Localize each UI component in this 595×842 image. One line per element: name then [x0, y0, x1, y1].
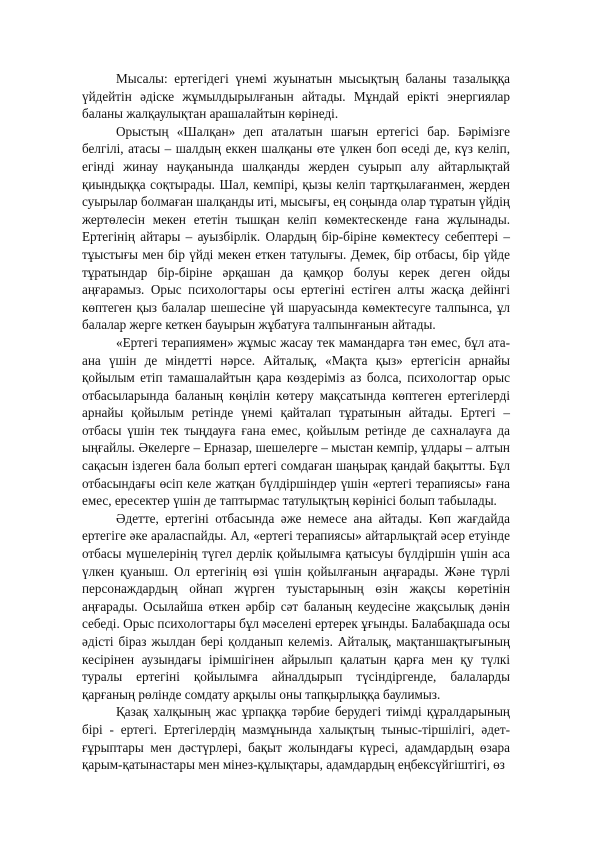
paragraph-kazakh-tales: Қазақ халқының жас ұрпаққа тәрбие берудегі тиімді құралдарының бірі - ертегі. Ертегілердің мазмұнында халықтың тыныс-тіршілігі, әдет-ғұрыптары мен дәстүрлері, бақыт жолындағы күресі, адамдардың өзара қарым-қатынастары мен мінез-құлықтары, адамдардың еңбексүйгіштігі, өз — [82, 704, 510, 773]
paragraph-tale-therapy: «Ертегі терапиямен» жұмыс жасау тек мамандарға тән емес, бұл ата-ана үшін де міндетті нәрсе. Айталық, «Мақта қыз» ертегісін арнайы қойылым етіп тамашалайтын қара көздеріміз аз болса, психологтар орыс отбасыларында баланың көңілін көтеру мақсатында көптеген ертегілерді арнайы қойылым ретінде үнемі қайталап тұратынын айтады. Ертегі – отбасы үшін тек тыңдауға ғана емес, қойылым ретінде де сахналауға да ыңғайлы. Әкелерге – Ерназар, шешелерге – мыстан кемпір, ұлдары – алтын сақасын іздеген бала болып ертегі сомдаған шаңырақ қандай бақытты. Бұл отбасындағы өсіп келе жатқан бүлдіршіндер үшін «ертегі терапиясы» ғана емес, ересектер үшін де таптырмас татулықтың көрінісі болып табылады. — [82, 334, 510, 509]
paragraph-cat-example: Мысалы: ертегідегі үнемі жуынатын мысықтың баланы тазалыққа үйдейтін әдіске жұмылдырылғанын айтады. Мұндай ерікті энергиялар баланы жалқаулықтан арашалайтын көрінеді. — [82, 71, 510, 122]
paragraph-family-storytelling: Әдетте, ертегіні отбасында әже немесе ана айтады. Көп жағдайда ертегіге әке араласпайды. Ал, «ертегі терапиясы» айтарлықтай әсер етуінде отбасы мүшелерінің түгел дерлік қойылымға қатысуы бүлдіршін үшін аса үлкен қуаныш. Ол ертегінің өзі үшін қойылғанын аңғарады. Және түрлі персонаждардың ойнап жүрген туыстарының өзін жақсы көретінін аңғарады. Осылайша өткен әрбір сәт баланың кеудесіне жақсылық дәнін себеді. Орыс психологтары бұл мәселені ертерек ұғынды. Балабақшада осы әдісті біраз жылдан бері қолданып келеміз. Айталық, мақтаншақтығының кесірінен аузындағы ірімшігінен айрылып қалатын қарға мен қу түлкі туралы ертегіні қойылымға айналдырып түсіндіргенде, балаларды қарғаның рөлінде сомдату арқылы оны тапқырлыққа баулимыз. — [82, 510, 510, 702]
document-page — [82, 70, 510, 774]
paragraph-turnip-tale: Орыстың «Шалқан» деп аталатын шағын ертегісі бар. Бәрімізге белгілі, атасы – шалдың еккен шалқаны өте үлкен боп өседі де, күз келіп, егінді жинау науқанында шалқанды жерден суырып алу айтарлықтай қиындыққа соқтырады. Шал, кемпірі, қызы келіп тартқылағанмен, жерден суырылар болмаған шалқанды иті, мысығы, ең соңында олар тұратын үйдің жертөлесін мекен ететін тышқан келіп көмектескенде ғана жұлынады. Ертегінің айтары – ауызбірлік. Олардың бір-біріне көмектесу себептері – тұыстығы мен бір үйді мекен еткен татулығы. Демек, бір отбасы, бір үйде тұратындар бір-біріне әрқашан да қамқор болуы керек деген ойды аңғарамыз. Орыс психологтары осы ертегіні естіген алты жасқа дейінгі көптеген қыз балалар шешесіне үй шаруасында көмектесуге талпынса, ұл балалар жерге кеткен бауырын жұбатуға талпынғанын айтады. — [82, 123, 510, 333]
